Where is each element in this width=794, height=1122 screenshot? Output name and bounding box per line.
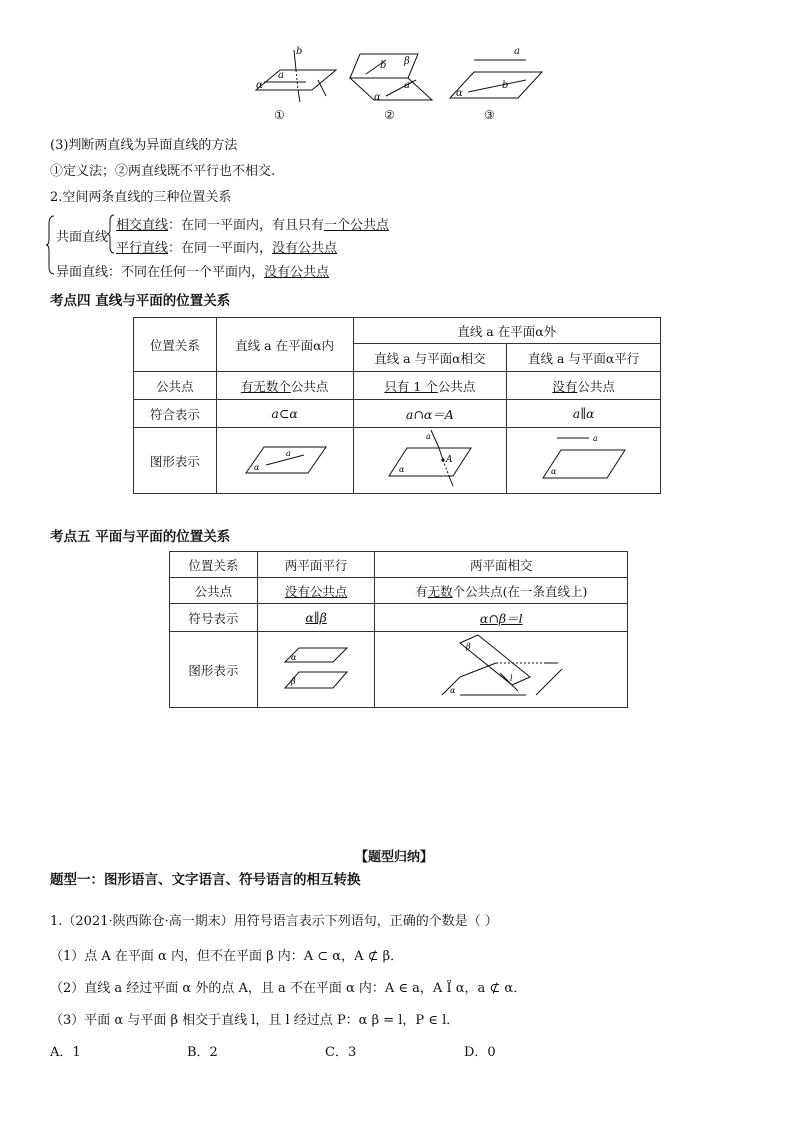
plane-plane-table <box>169 551 628 708</box>
option-b[interactable]: B．2 <box>187 1045 218 1060</box>
header-relation: 位置关系 <box>134 318 217 372</box>
fig3-plane-label: α <box>456 88 463 99</box>
symbol-intersect: a∩α＝A <box>353 400 507 428</box>
parallel-lines-key: 没有公共点 <box>272 241 338 256</box>
question1-item-1: （1）点 A 在平面 α 内，但不在平面 β 内：A ⊂ α，A ⊄ β． <box>50 949 404 964</box>
fig2-line-label: b <box>380 60 387 71</box>
option-c[interactable]: C．3 <box>325 1045 357 1060</box>
common-intersect: 只有 1 个公共点 <box>353 372 507 400</box>
p5-header-relation: 位置关系 <box>170 552 258 578</box>
svg-text:β: β <box>466 642 471 651</box>
symbol-parallel: a∥α <box>507 400 661 428</box>
p5-symbol-intersect: α∩β＝l <box>375 604 628 632</box>
parallel-lines-term: 平行直线 <box>116 241 169 256</box>
outer-brace <box>46 214 56 280</box>
p5-header-intersect: 两平面相交 <box>375 552 628 578</box>
intersecting-lines-key: 一个公共点 <box>324 218 390 233</box>
svg-text:A: A <box>445 455 453 465</box>
line-plane-table <box>133 317 661 494</box>
svg-text:α: α <box>398 465 405 474</box>
header-out-plane: 直线 a 在平面α外 <box>353 318 661 344</box>
common-parallel: 没有公共点 <box>507 372 661 400</box>
type1-title: 题型一：图形语言、文字语言、符号语言的相互转换 <box>50 872 361 888</box>
svg-text:a: a <box>285 449 291 458</box>
fig2-plane-line-label: a <box>404 80 410 91</box>
svg-text:a: a <box>425 432 431 441</box>
point4-title: 考点四 直线与平面的位置关系 <box>50 293 231 309</box>
question1-stem: 1.（2021·陕西陈仓·高一期末）用符号语言表示下列语句，正确的个数是（ ） <box>50 914 498 929</box>
p5-row-symbol-label: 符号表示 <box>170 604 258 632</box>
inner-brace <box>107 214 115 258</box>
fig3-plane-line-label: b <box>502 80 509 91</box>
figure-planes-parallel <box>257 632 375 708</box>
svg-text:α: α <box>291 653 297 662</box>
svg-text:l: l <box>510 674 513 683</box>
line-relations-heading: 2.空间两条直线的三种位置关系 <box>50 190 232 205</box>
skew-lines-line: 异面直线：不同在任何一个平面内，没有公共点 <box>56 265 330 280</box>
svg-text:β: β <box>291 677 296 686</box>
figure-line-parallel-plane <box>507 428 661 494</box>
row-figure-label: 图形表示 <box>134 428 217 494</box>
fig2-top-label: β <box>404 56 410 67</box>
fig2-number: ② <box>384 108 395 122</box>
svg-text:α: α <box>253 463 259 472</box>
figure-planes-intersect <box>375 632 628 708</box>
skew-lines-method-heading: (3)判断两直线为异面直线的方法 <box>50 138 238 153</box>
coplanar-label: 共面直线 <box>56 230 109 245</box>
p5-common-parallel: 没有公共点 <box>257 578 375 604</box>
question1-item-2: （2）直线 a 经过平面 α 外的点 A，且 a 不在平面 α 内：A ∈ a，A Ï α，a ⊄ α． <box>50 981 527 996</box>
header-in-plane: 直线 a 在平面α内 <box>216 318 353 372</box>
intersecting-lines-line: 相交直线：在同一平面内，有且只有一个公共点 <box>116 218 390 233</box>
svg-text:α: α <box>450 686 456 695</box>
fig1-line-label: b <box>296 46 303 57</box>
symbol-in: a⊂α <box>216 400 353 428</box>
p5-row-figure-label: 图形表示 <box>170 632 258 708</box>
figure-line-in-plane <box>216 428 353 494</box>
skew-lines-key: 没有公共点 <box>264 265 330 280</box>
p5-row-common-label: 公共点 <box>170 578 258 604</box>
fig1-plane-line-label: a <box>278 70 284 81</box>
fig1-number: ① <box>274 108 285 122</box>
fig3-number: ③ <box>484 108 495 122</box>
figure-1 <box>244 46 339 106</box>
row-symbol-label: 符合表示 <box>134 400 217 428</box>
common-in: 有无数个公共点 <box>216 372 353 400</box>
type-summary-banner: 【题型归纳】 <box>355 850 434 865</box>
figure-2 <box>346 50 436 106</box>
svg-text:α: α <box>550 467 557 476</box>
header-intersect: 直线 a 与平面α相交 <box>353 344 507 372</box>
row-common-label: 公共点 <box>134 372 217 400</box>
intersecting-lines-term: 相交直线 <box>116 218 169 233</box>
p5-common-intersect: 有无数个公共点(在一条直线上) <box>375 578 628 604</box>
fig2-plane-label: α <box>374 92 381 103</box>
option-a[interactable]: A．1 <box>50 1045 81 1060</box>
figure-line-intersect-plane <box>353 428 507 494</box>
p5-symbol-parallel: α∥β <box>257 604 375 632</box>
svg-text:a: a <box>592 434 598 443</box>
point5-title: 考点五 平面与平面的位置关系 <box>50 529 231 545</box>
fig1-plane-label: α <box>256 80 263 91</box>
question1-item-3: （3）平面 α 与平面 β 相交于直线 l，且 l 经过点 P：α β = l，P ∈ l． <box>50 1013 460 1028</box>
skew-lines-methods: ①定义法；②两直线既不平行也不相交. <box>50 164 276 179</box>
option-d[interactable]: D．0 <box>464 1045 496 1060</box>
p5-header-parallel: 两平面平行 <box>257 552 375 578</box>
parallel-lines-line: 平行直线：在同一平面内，没有公共点 <box>116 241 338 256</box>
header-parallel: 直线 a 与平面α平行 <box>507 344 661 372</box>
fig3-line-label: a <box>514 46 520 57</box>
